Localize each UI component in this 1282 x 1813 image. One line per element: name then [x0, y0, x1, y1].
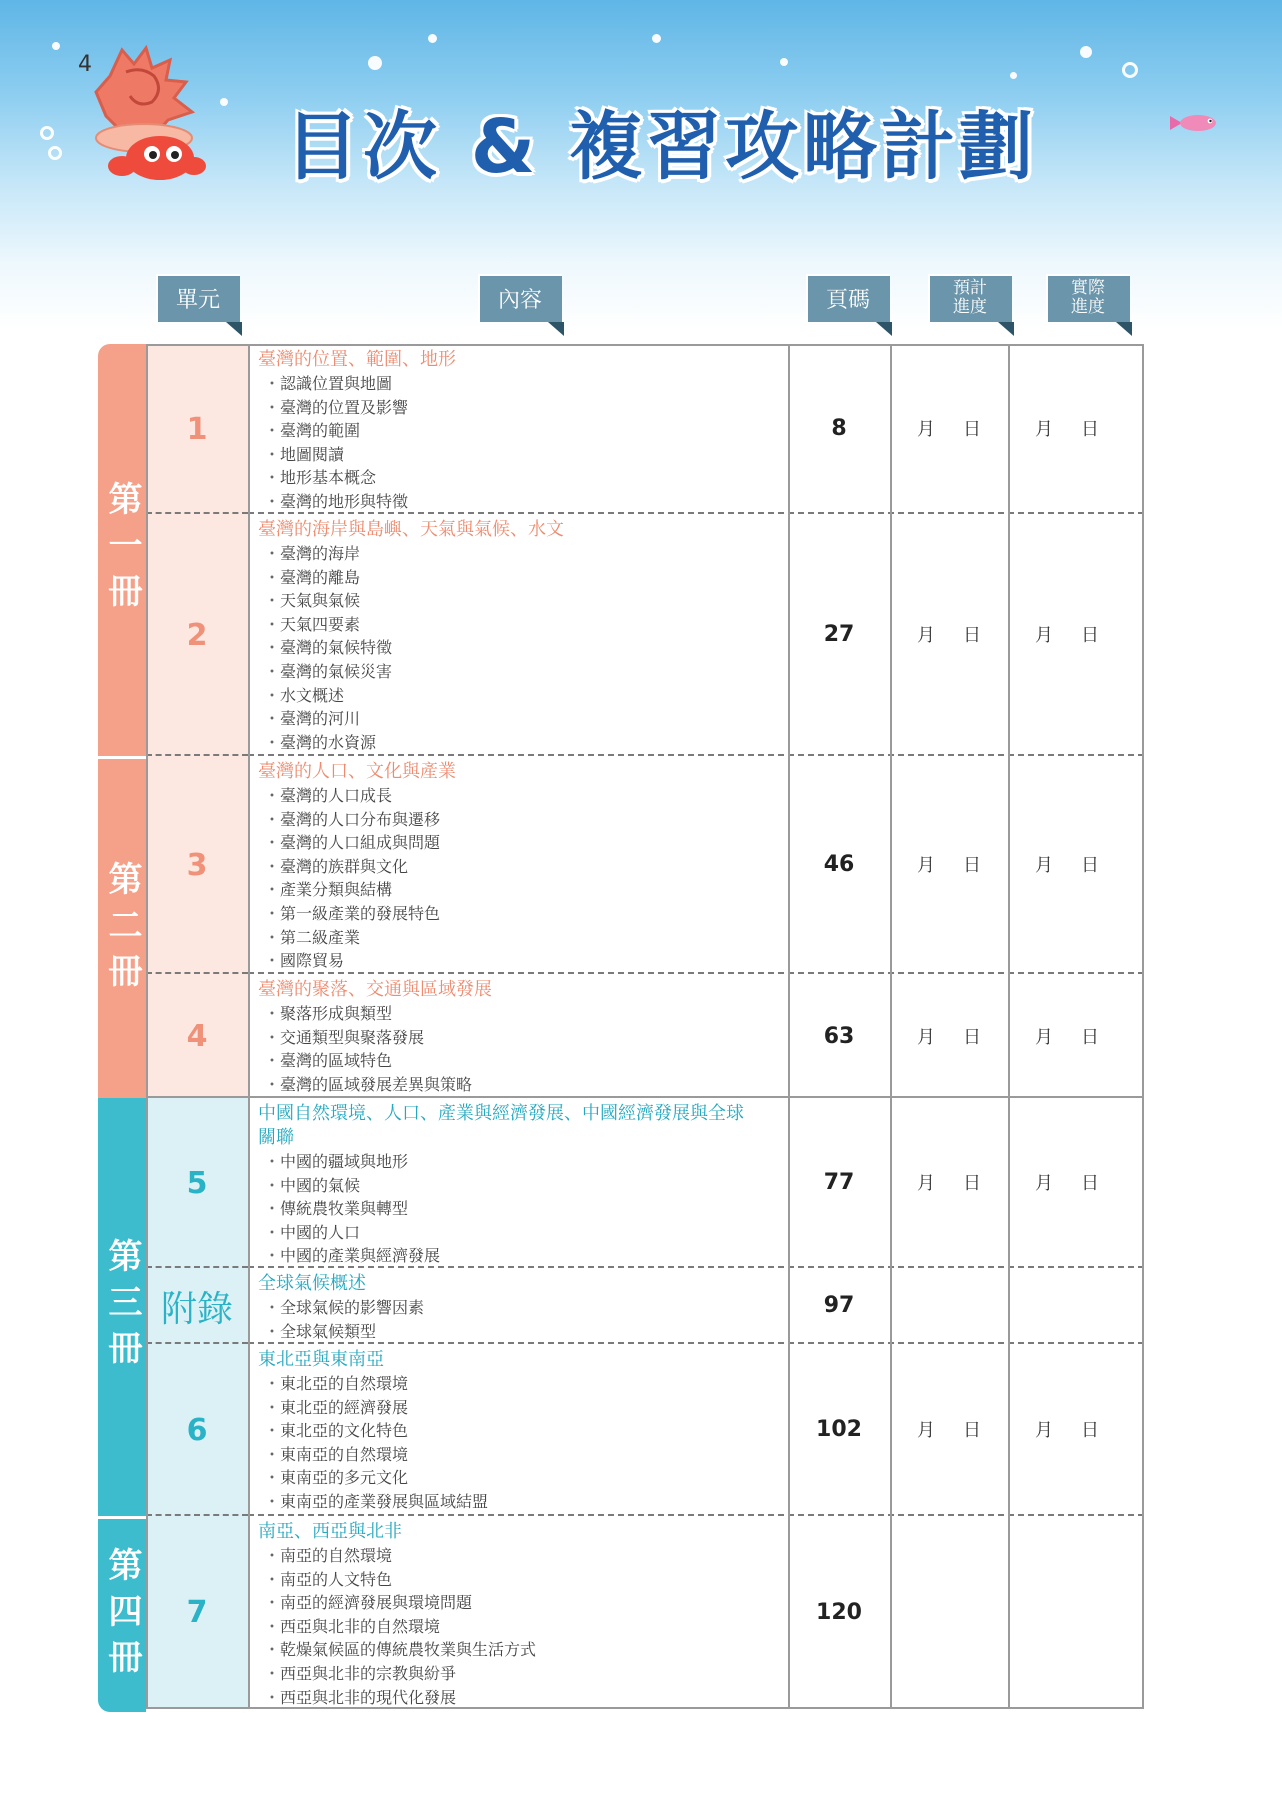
column-divider	[788, 344, 790, 1709]
list-item: ・ 臺灣的離島	[258, 566, 778, 590]
bubble-decoration	[220, 98, 228, 106]
day-label: 日	[1081, 855, 1099, 876]
unit-number: 2	[186, 617, 208, 653]
list-item: ・ 西亞與北非的現代化發展	[258, 1686, 778, 1710]
list-item: ・ 中國的氣候	[258, 1174, 778, 1198]
table-bottom-border	[146, 1707, 1144, 1709]
header-planned-tag	[928, 274, 1012, 322]
column-divider	[248, 344, 250, 1709]
page-number-cell: 102	[816, 1416, 862, 1442]
unit-cell	[146, 1098, 248, 1268]
unit-cell	[146, 344, 248, 514]
bubble-decoration	[428, 34, 437, 43]
month-label: 月	[917, 1420, 935, 1441]
list-item: ・ 臺灣的氣候災害	[258, 660, 778, 684]
actual-progress[interactable]	[1008, 514, 1126, 754]
row-content	[258, 760, 778, 973]
row-divider	[146, 754, 248, 756]
section-title: 南亞、西亞與北非	[258, 1521, 402, 1542]
unit-number: 7	[186, 1595, 208, 1630]
page-number-cell: 27	[823, 621, 855, 647]
month-label: 月	[917, 855, 935, 876]
header-unit-label: 單元	[175, 287, 220, 313]
bubble-decoration	[48, 146, 62, 160]
page-number-cell: 8	[831, 415, 847, 441]
row-content	[258, 1102, 778, 1268]
page-number: 4	[78, 52, 92, 77]
fish-icon	[1168, 112, 1220, 138]
list-item: ・ 臺灣的區域特色	[258, 1049, 778, 1073]
volume-4-label	[98, 1516, 146, 1712]
unit-cell	[146, 974, 248, 1098]
list-item: ・ 東北亞的自然環境	[258, 1372, 778, 1396]
unit-number: 5	[186, 1165, 208, 1201]
list-item: ・ 聚落形成與類型	[258, 1002, 778, 1026]
list-item: ・ 地形基本概念	[258, 466, 778, 490]
month-label: 月	[917, 1173, 935, 1194]
bubble-decoration	[1080, 46, 1092, 58]
month-label: 月	[917, 625, 935, 646]
day-label: 日	[1081, 1173, 1099, 1194]
list-item: ・ 第一級產業的發展特色	[258, 902, 778, 926]
list-item: ・ 臺灣的位置及影響	[258, 396, 778, 420]
bubble-decoration	[52, 42, 60, 50]
list-item: ・ 臺灣的族群與文化	[258, 855, 778, 879]
planned-progress[interactable]	[890, 514, 1008, 754]
day-label: 日	[963, 1420, 981, 1441]
list-item: ・ 東南亞的自然環境	[258, 1443, 778, 1467]
volume-2-label	[98, 756, 146, 1101]
month-label: 月	[1035, 855, 1053, 876]
unit-cell	[146, 1516, 248, 1709]
list-item: ・ 產業分類與結構	[258, 878, 778, 902]
row-content	[258, 1272, 778, 1343]
bubble-decoration	[1010, 72, 1017, 79]
month-label: 月	[917, 1027, 935, 1048]
section-title: 全球氣候概述	[258, 1273, 366, 1294]
row-divider	[146, 1342, 248, 1344]
unit-cell	[146, 1268, 248, 1344]
volume-1-label	[98, 344, 146, 756]
list-item: ・ 臺灣的地形與特徵	[258, 490, 778, 514]
column-divider	[1008, 344, 1010, 1709]
list-item: ・ 臺灣的範圍	[258, 419, 778, 443]
list-item: ・ 全球氣候的影響因素	[258, 1296, 778, 1320]
list-item: ・ 東南亞的多元文化	[258, 1466, 778, 1490]
list-item: ・ 東北亞的經濟發展	[258, 1396, 778, 1420]
unit-cell	[146, 514, 248, 756]
list-item: ・ 臺灣的河川	[258, 707, 778, 731]
unit-number: 3	[186, 847, 208, 883]
page-number-cell: 63	[823, 1023, 855, 1049]
planned-progress[interactable]	[890, 756, 1008, 972]
row-divider	[146, 1266, 248, 1268]
row-content	[258, 978, 778, 1096]
page-number-cell: 120	[816, 1600, 862, 1625]
row-content	[258, 1348, 778, 1514]
volume-label-text: 第四冊	[102, 1546, 142, 1685]
list-item: ・ 南亞的自然環境	[258, 1544, 778, 1568]
list-item: ・ 南亞的經濟發展與環境問題	[258, 1591, 778, 1615]
list-item: ・ 天氣四要素	[258, 613, 778, 637]
planned-progress[interactable]	[890, 1098, 1008, 1266]
list-item: ・ 臺灣的水資源	[258, 731, 778, 755]
unit-cell	[146, 756, 248, 974]
volume-label-text: 第二冊	[102, 861, 142, 999]
unit-number: 1	[186, 411, 208, 447]
list-item: ・ 西亞與北非的自然環境	[258, 1615, 778, 1639]
month-label: 月	[1035, 625, 1053, 646]
column-divider	[146, 344, 148, 1709]
row-content	[258, 348, 778, 514]
day-label: 日	[1081, 1420, 1099, 1441]
bubble-decoration	[368, 56, 382, 70]
list-item: ・ 天氣與氣候	[258, 589, 778, 613]
header-unit-tag	[156, 274, 240, 322]
page-number-cell: 77	[823, 1169, 855, 1195]
list-item: ・ 臺灣的人口組成與問題	[258, 831, 778, 855]
section-title: 臺灣的位置、範圍、地形	[258, 349, 456, 370]
header-actual-label: 實際進度	[1071, 278, 1105, 317]
list-item: ・ 臺灣的人口分布與遷移	[258, 808, 778, 832]
planned-progress[interactable]	[890, 974, 1008, 1098]
list-item: ・ 東南亞的產業發展與區域結盟	[258, 1490, 778, 1514]
actual-progress[interactable]	[1008, 1098, 1126, 1266]
planned-progress[interactable]	[890, 344, 1008, 512]
header-page-label: 頁碼	[825, 287, 870, 313]
unit-cell	[146, 1344, 248, 1516]
month-label: 月	[917, 419, 935, 440]
column-divider	[1142, 344, 1144, 1709]
list-item: ・ 臺灣的人口成長	[258, 784, 778, 808]
month-label: 月	[1035, 1027, 1053, 1048]
actual-progress[interactable]	[1008, 1344, 1126, 1514]
list-item: ・ 中國的疆域與地形	[258, 1150, 778, 1174]
header-page-tag	[806, 274, 890, 322]
header-content-tag	[478, 274, 562, 322]
day-label: 日	[1081, 625, 1099, 646]
bubble-decoration	[40, 126, 54, 140]
month-label: 月	[1035, 1173, 1053, 1194]
list-item: ・ 乾燥氣候區的傳統農牧業與生活方式	[258, 1638, 778, 1662]
actual-progress[interactable]	[1008, 756, 1126, 972]
list-item: ・ 國際貿易	[258, 949, 778, 973]
unit-number: 4	[186, 1018, 208, 1054]
list-item: ・ 中國的產業與經濟發展	[258, 1244, 778, 1268]
day-label: 日	[963, 1027, 981, 1048]
header-planned-label: 預計進度	[953, 278, 987, 317]
row-content	[258, 518, 778, 754]
day-label: 日	[963, 419, 981, 440]
day-label: 日	[963, 625, 981, 646]
hermit-crab-icon	[82, 42, 212, 186]
row-divider	[146, 512, 248, 514]
list-item: ・ 西亞與北非的宗教與紛爭	[258, 1662, 778, 1686]
volume-label-text: 第一冊	[102, 481, 142, 619]
unit-appendix-label: 附錄	[160, 1288, 233, 1330]
section-title: 東北亞與東南亞	[258, 1349, 384, 1370]
header-actual-tag	[1046, 274, 1130, 322]
list-item: ・ 臺灣的氣候特徵	[258, 636, 778, 660]
planned-progress[interactable]	[890, 1344, 1008, 1514]
list-item: ・ 東北亞的文化特色	[258, 1419, 778, 1443]
bubble-decoration	[780, 58, 788, 66]
list-item: ・ 南亞的人文特色	[258, 1568, 778, 1592]
list-item: ・ 臺灣的海岸	[258, 542, 778, 566]
header-content-label: 內容	[497, 287, 542, 313]
page-title: 目次 & 複習攻略計劃	[285, 104, 1038, 190]
row-divider	[146, 972, 248, 974]
actual-progress[interactable]	[1008, 344, 1126, 512]
section-title: 臺灣的聚落、交通與區域發展	[258, 979, 492, 1000]
section-title: 臺灣的人口、文化與產業	[258, 761, 456, 782]
month-label: 月	[1035, 1420, 1053, 1441]
section-title: 臺灣的海岸與島嶼、天氣與氣候、水文	[258, 519, 564, 540]
list-item: ・ 認識位置與地圖	[258, 372, 778, 396]
list-item: ・ 中國的人口	[258, 1221, 778, 1245]
list-item: ・ 地圖閱讀	[258, 443, 778, 467]
page-number-cell: 97	[823, 1292, 855, 1318]
volume-3-label	[98, 1098, 146, 1516]
toc-table	[98, 344, 1144, 1709]
row-divider	[146, 1514, 248, 1516]
list-item: ・ 全球氣候類型	[258, 1320, 778, 1344]
list-item: ・ 第二級產業	[258, 926, 778, 950]
day-label: 日	[1081, 1027, 1099, 1048]
column-divider	[890, 344, 892, 1709]
day-label: 日	[1081, 419, 1099, 440]
list-item: ・ 臺灣的區域發展差異與策略	[258, 1073, 778, 1097]
actual-progress[interactable]	[1008, 974, 1126, 1098]
month-label: 月	[1035, 419, 1053, 440]
list-item: ・ 交通類型與聚落發展	[258, 1026, 778, 1050]
list-item: ・ 水文概述	[258, 684, 778, 708]
unit-number: 6	[186, 1412, 208, 1448]
row-content	[258, 1520, 778, 1709]
day-label: 日	[963, 1173, 981, 1194]
list-item: ・ 傳統農牧業與轉型	[258, 1197, 778, 1221]
bubble-decoration	[652, 34, 661, 43]
volume-label-text: 第三冊	[102, 1238, 142, 1376]
day-label: 日	[963, 855, 981, 876]
section-title: 中國自然環境、人口、產業與經濟發展、中國經濟發展與全球關聯	[258, 1103, 744, 1148]
page-number-cell: 46	[823, 851, 855, 877]
table-top-border	[146, 344, 1144, 346]
bubble-decoration	[1122, 62, 1138, 78]
